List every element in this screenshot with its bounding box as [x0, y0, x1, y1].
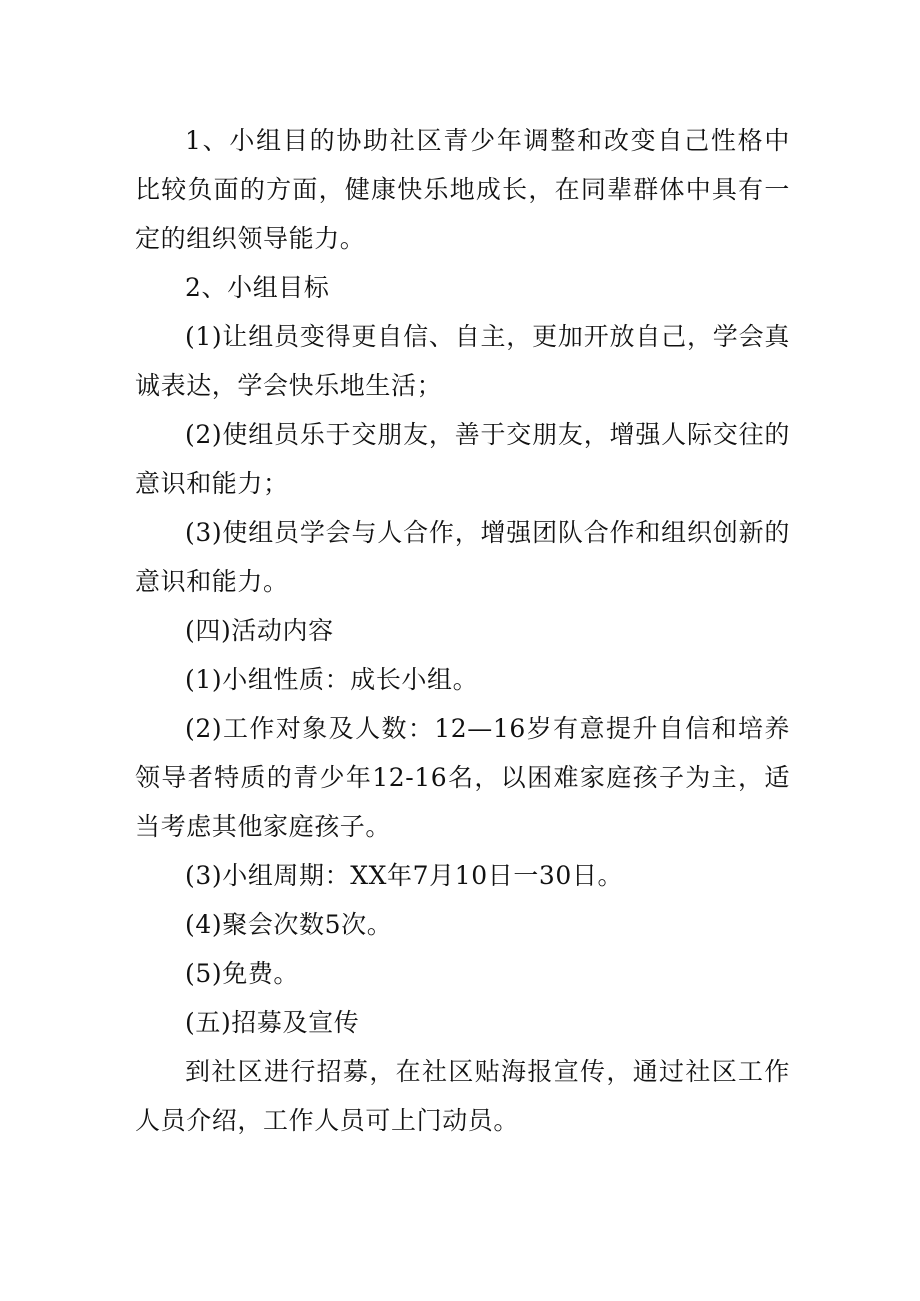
heading-activity-content: (四)活动内容 — [185, 616, 334, 645]
paragraph-group-purpose: 1、小组目的协助社区青少年调整和改变自己性格中比较负面的方面，健康快乐地成长，在同辈群体中具有一定的组织领导能力。 — [135, 126, 790, 253]
paragraph-target-members: (2)工作对象及人数：12—16岁有意提升自信和培养领导者特质的青少年12-16名，以困难家庭孩子为主，适当考虑其他家庭孩子。 — [135, 714, 790, 841]
heading-recruitment: (五)招募及宣传 — [185, 1008, 360, 1037]
paragraph-recruitment: 到社区进行招募，在社区贴海报宣传，通过社区工作人员介绍，工作人员可上门动员。 — [135, 1057, 790, 1135]
paragraph-goal-3: (3)使组员学会与人合作，增强团队合作和组织创新的意识和能力。 — [135, 518, 790, 596]
heading-group-goals: 2、小组目标 — [185, 273, 330, 302]
document-body — [135, 116, 790, 1145]
paragraph-group-period: (3)小组周期：XX年7月10日一30日。 — [185, 861, 624, 890]
paragraph-meeting-count: (4)聚会次数5次。 — [185, 910, 393, 939]
paragraph-group-nature: (1)小组性质：成长小组。 — [185, 665, 479, 694]
paragraph-goal-2: (2)使组员乐于交朋友，善于交朋友，增强人际交往的意识和能力； — [135, 420, 790, 498]
paragraph-fee: (5)免费。 — [185, 959, 300, 988]
paragraph-goal-1: (1)让组员变得更自信、自主，更加开放自己，学会真诚表达，学会快乐地生活； — [135, 322, 790, 400]
